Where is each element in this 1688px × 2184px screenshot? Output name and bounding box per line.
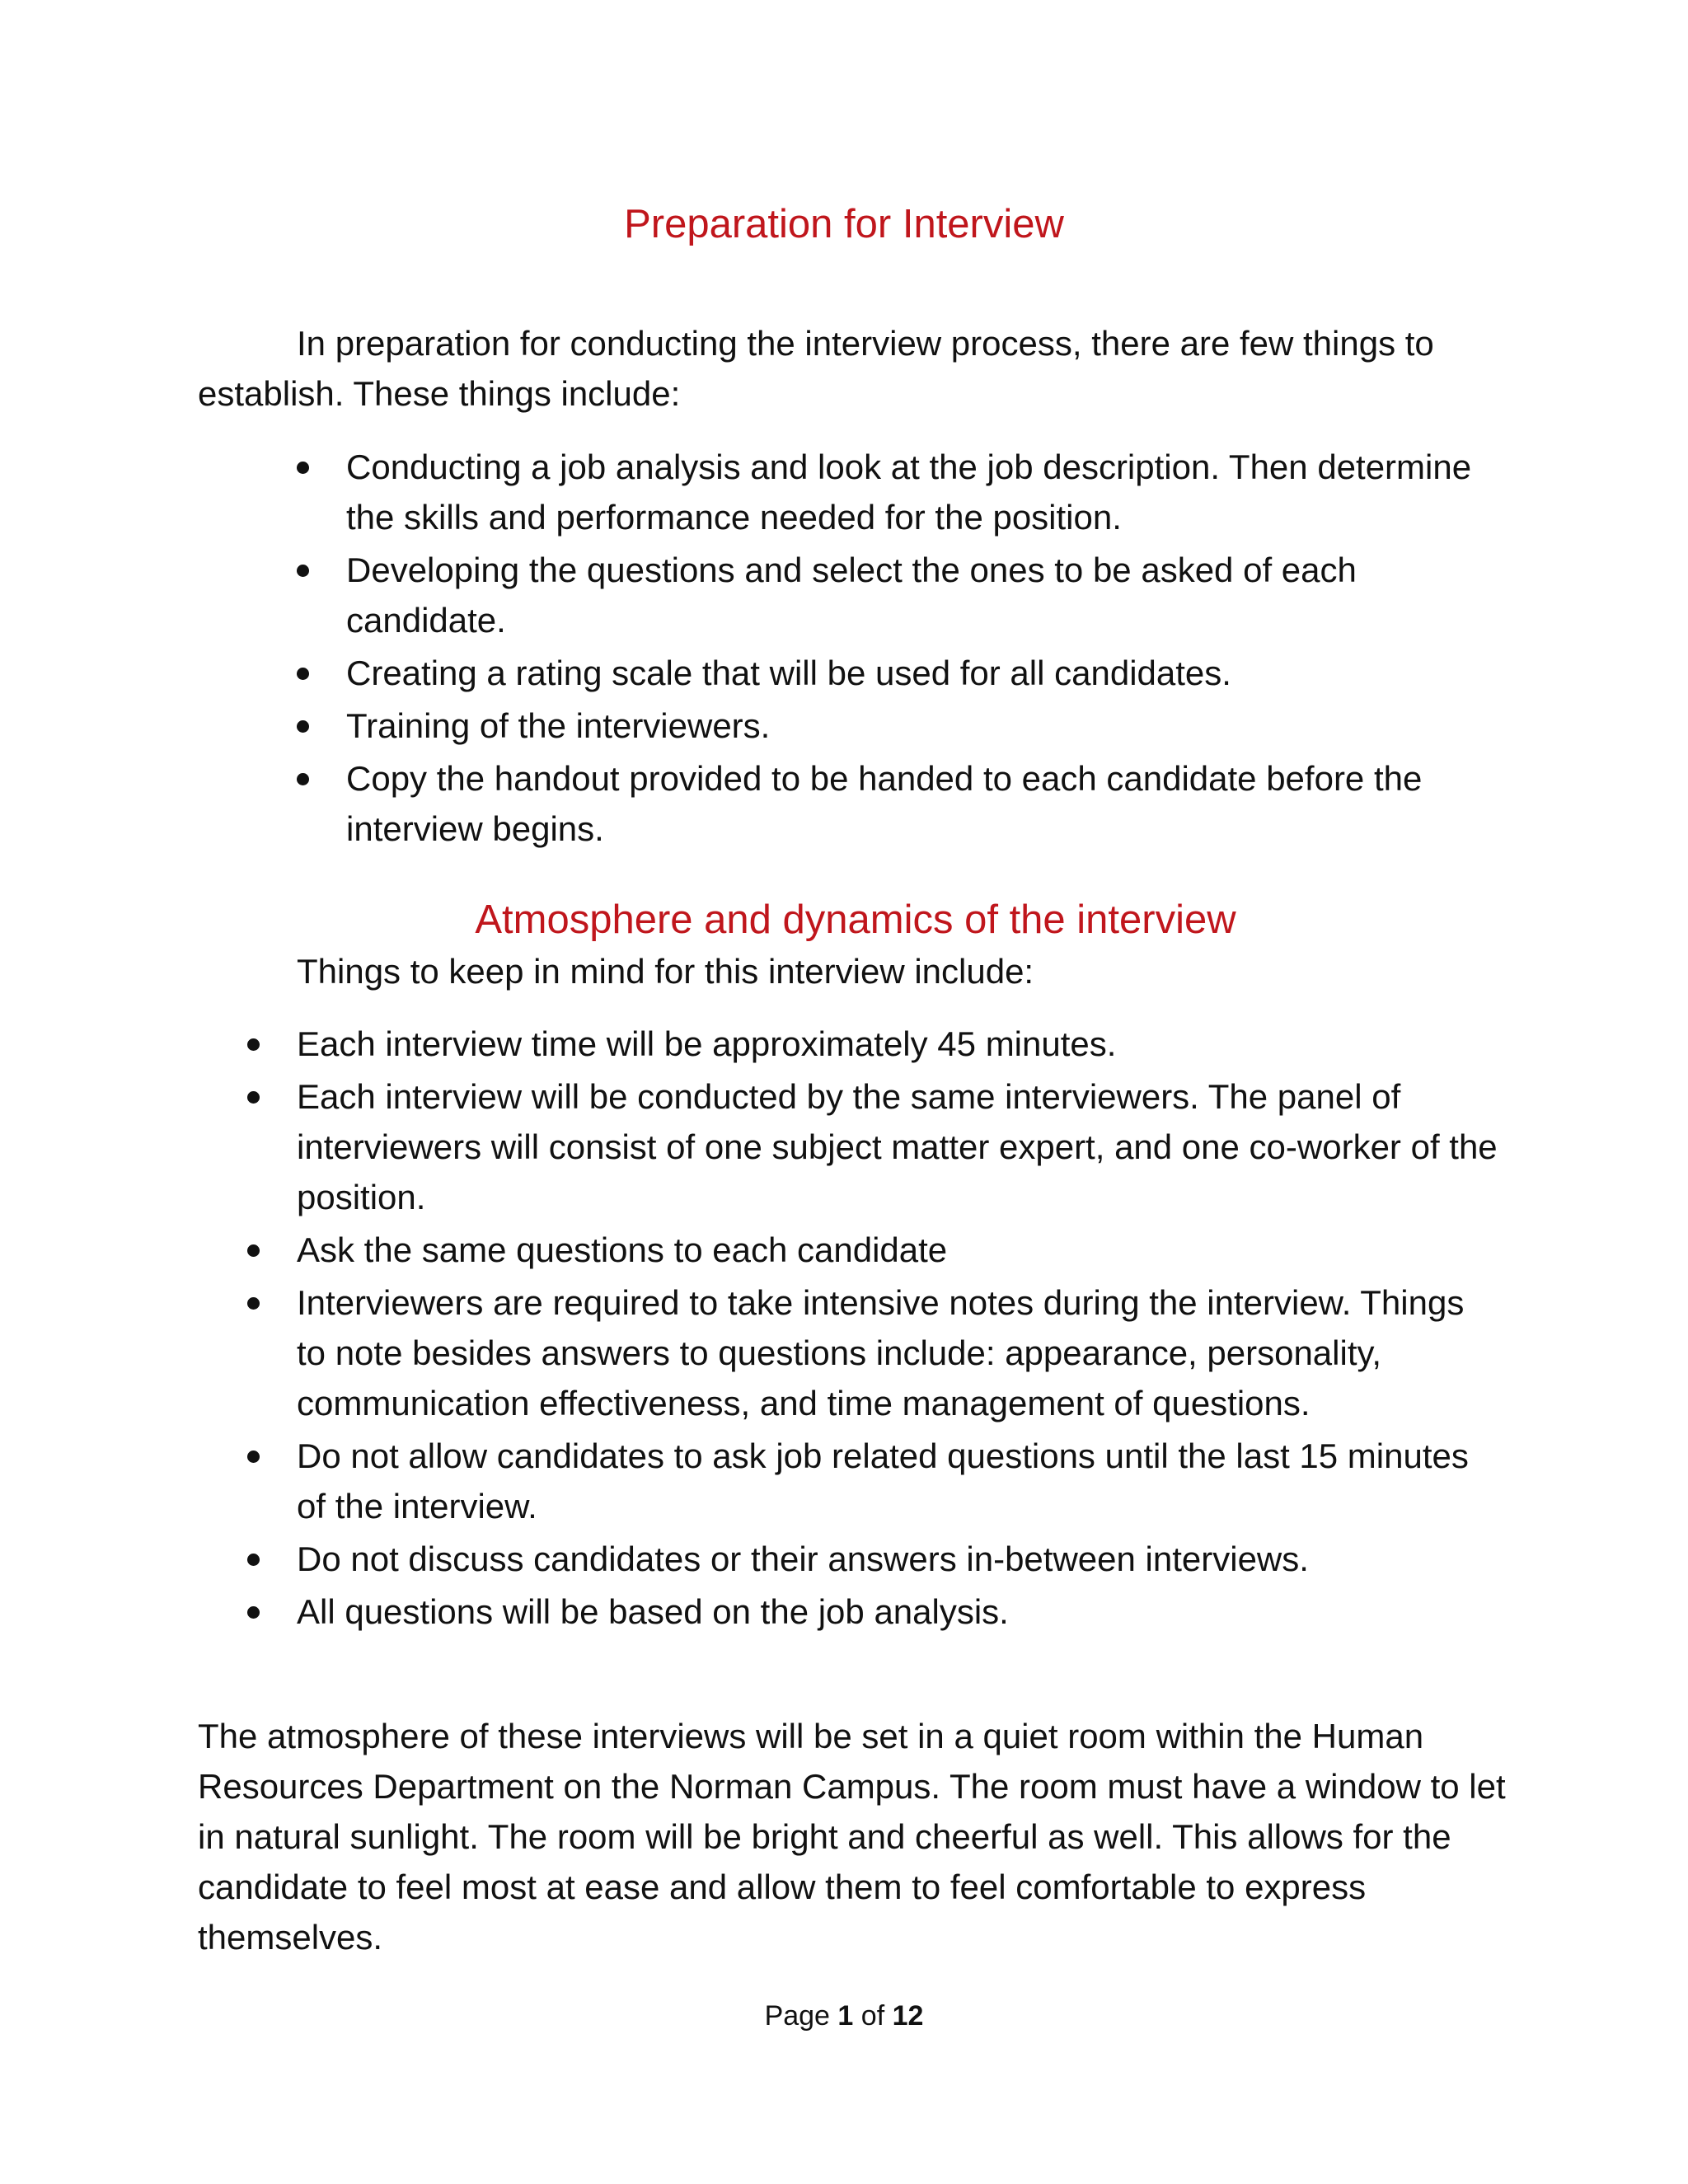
list-item: Do not allow candidates to ask job related questions until the last 15 minutes of the interview. [297,1431,1500,1531]
bullet-icon [247,1038,260,1051]
list-item: Ask the same questions to each candidate [297,1225,1500,1275]
page-footer [0,1998,1688,2034]
bullet-icon [247,1554,260,1566]
intro-paragraph: In preparation for conducting the interview process, there are few things to establish. These things include: [198,324,1434,413]
list-item: Each interview time will be approximately 45 minutes. [297,1019,1500,1069]
footer-of-word: of [860,2000,885,2032]
list-item: Interviewers are required to take intensive notes during the interview. Things to note besides answers to questions include: appearance, personality, communication effectiveness, and time management of questions. [297,1277,1500,1428]
bullet-icon [247,1297,260,1310]
bullet-icon [247,1091,260,1104]
bullet-icon [297,565,309,577]
atmosphere-list [297,1019,1500,1639]
list-item: Copy the handout provided to be handed to each candidate before the interview begins. [346,753,1500,854]
list-item: Training of the interviewers. [346,701,1500,751]
bullet-icon [297,668,309,680]
bullet-icon [297,773,309,785]
list-item: Conducting a job analysis and look at the job description. Then determine the skills and performance needed for the position. [346,442,1500,542]
bullet-icon [297,462,309,474]
bullet-icon [247,1606,260,1619]
section-intro: Things to keep in mind for this interview include: [297,952,1034,991]
footer-current-page: 1 [837,2000,854,2032]
list-item: Each interview will be conducted by the same interviewers. The panel of interviewers will consist of one subject matter expert, and one co-worker of the position. [297,1071,1500,1222]
footer-total-pages: 12 [892,2000,924,2032]
bullet-icon [247,1451,260,1463]
page-title: Preparation for Interview [624,202,1064,246]
list-item: Developing the questions and select the ones to be asked of each candidate. [346,545,1500,645]
bullet-icon [297,720,309,733]
list-item: All questions will be based on the job analysis. [297,1586,1500,1637]
closing-paragraph: The atmosphere of these interviews will be set in a quiet room within the Human Resources Department on the Norman Campus. The room must have a window to let in natural sunlight. The room will be bright and cheerful as well. This allows for the candidate to feel most at ease and allow them to feel comfortable to express themselves. [198,1717,1506,1957]
list-item: Creating a rating scale that will be used for all candidates. [346,648,1500,698]
preparation-list [346,442,1500,856]
list-item: Do not discuss candidates or their answers in-between interviews. [297,1534,1500,1584]
footer-page-word: Page [764,2000,830,2032]
section-heading-atmosphere: Atmosphere and dynamics of the interview [475,898,1236,942]
bullet-icon [247,1244,260,1257]
